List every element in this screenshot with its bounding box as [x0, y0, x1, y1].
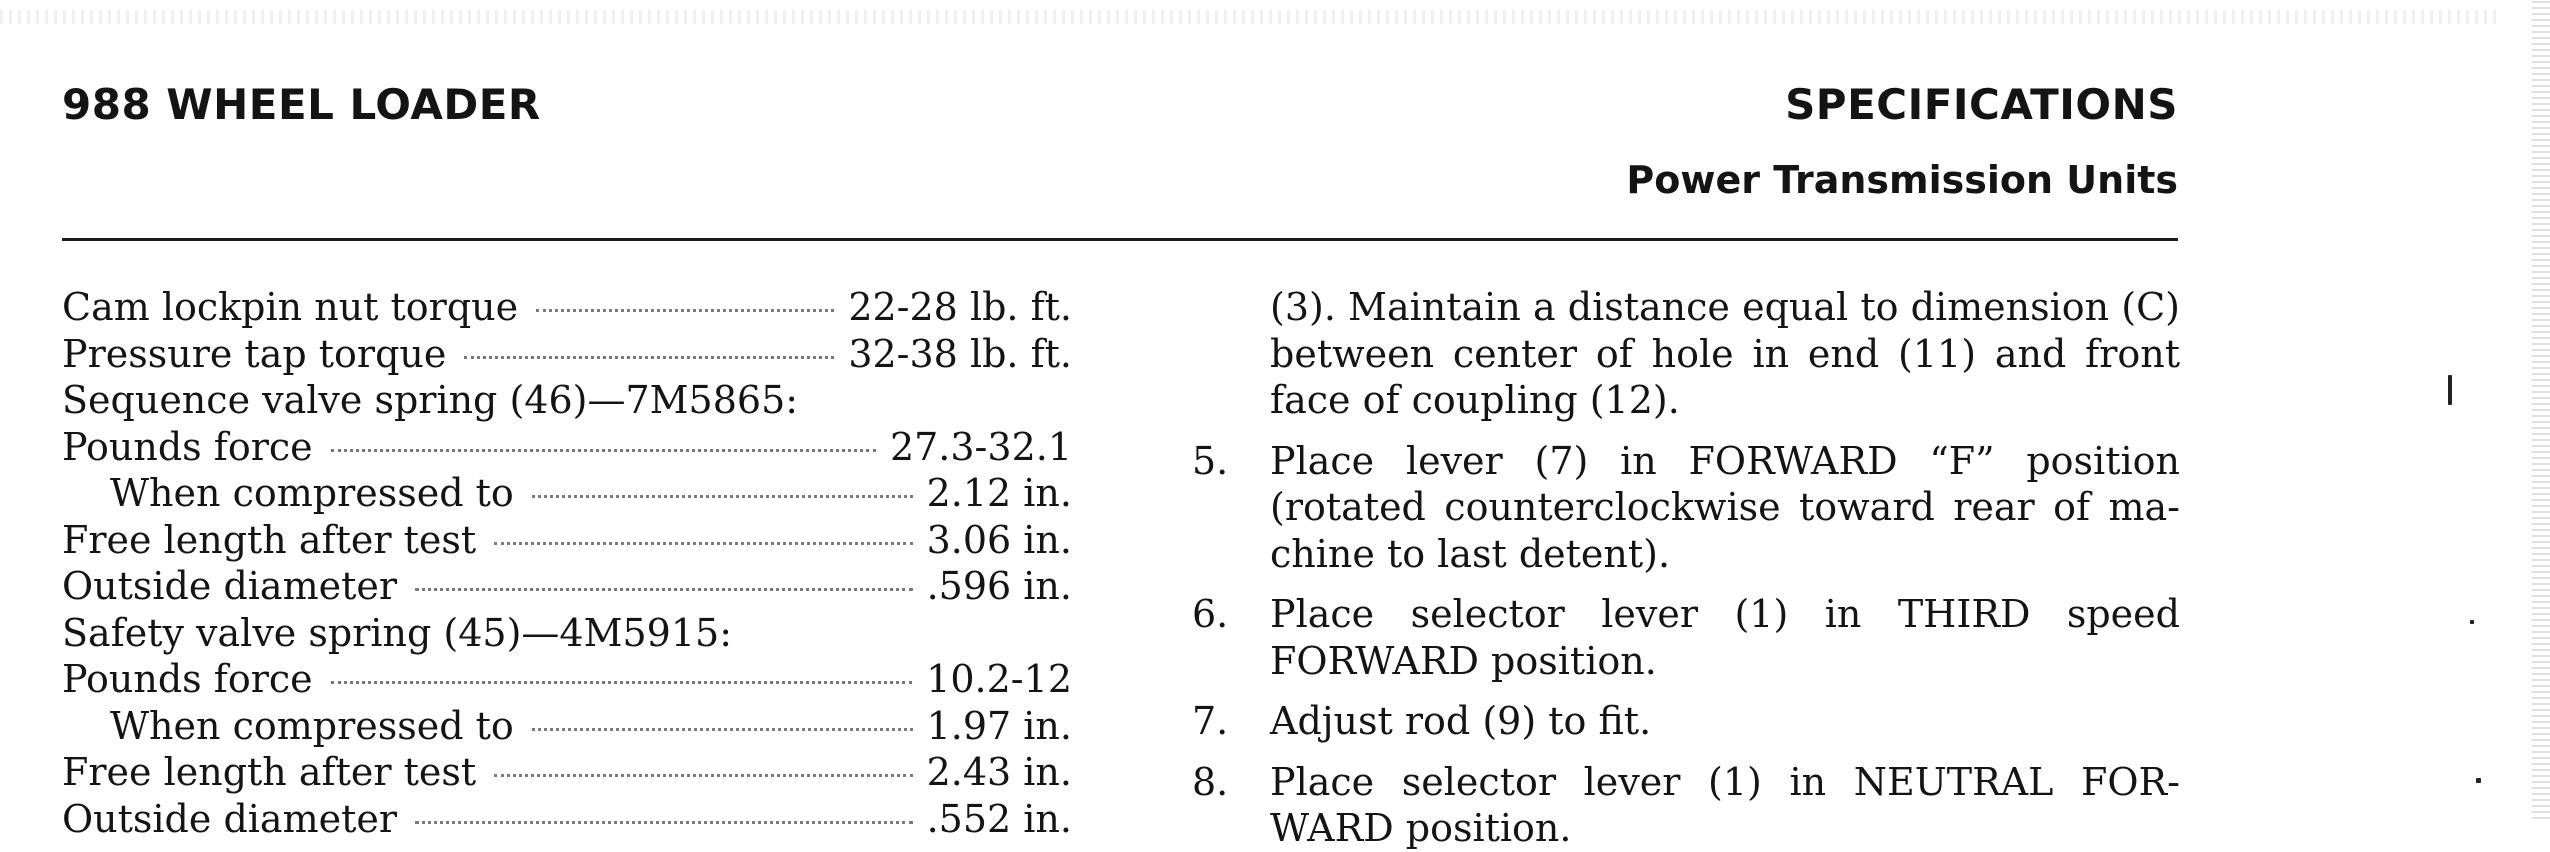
spec-list [62, 284, 1072, 842]
step-continuation: (3). Maintain a distance equal to dimension (C) between center of hole in end (11) and front face of coupling (12). [1270, 285, 2180, 422]
spec-label: Outside diameter [62, 564, 398, 608]
step-number: 7. [1192, 699, 1229, 743]
spec-row [62, 656, 1072, 703]
leader-dots [536, 309, 834, 312]
leader-dots [494, 774, 912, 777]
leader-dots [331, 681, 913, 684]
step-text: Place lever (7) in FORWARD “F” position (rotated counterclockwise toward rear of ma-chine to last detent). [1270, 438, 2180, 576]
procedure-step [1180, 591, 2180, 684]
scan-speck [2470, 620, 2474, 624]
spec-label: Pressure tap torque [62, 331, 447, 376]
procedure-step [1180, 698, 2180, 745]
spec-group-heading: Sequence valve spring (46)—7M5865: [62, 378, 799, 422]
spec-value: 3.06 in. [926, 517, 1072, 562]
step-text: Place selector lever (1) in NEUTRAL FOR-WARD position. [1270, 759, 2180, 850]
spec-label: Cam lockpin nut torque [62, 285, 519, 329]
spec-label: Pounds force [62, 657, 313, 701]
page-header-right: SPECIFICATIONS [1785, 80, 2178, 129]
spec-value: 27.3-32.1 [889, 424, 1072, 469]
scan-speck [2476, 778, 2481, 783]
spec-row [62, 331, 1072, 378]
leader-dots [532, 728, 913, 731]
spec-value: 2.43 in. [926, 750, 1072, 794]
spec-row [62, 517, 1072, 564]
spec-value: 1.97 in. [926, 703, 1072, 748]
page-header-left: 988 WHEEL LOADER [62, 80, 541, 129]
scan-noise-top [0, 10, 2500, 24]
spec-value: .552 in. [926, 796, 1072, 841]
spec-row [62, 284, 1072, 331]
spec-row [62, 470, 1072, 517]
spec-row [62, 424, 1072, 471]
spec-value: 10.2-12 [926, 657, 1072, 701]
spec-row [62, 749, 1072, 796]
scan-speck [2448, 375, 2452, 405]
spec-label: Free length after test [62, 750, 477, 794]
header-rule [62, 238, 2178, 241]
spec-label: Outside diameter [62, 796, 398, 841]
step-text: Adjust rod (9) to fit. [1270, 699, 1652, 743]
step-number: 8. [1192, 759, 1229, 804]
leader-dots [464, 356, 834, 359]
spec-row [62, 703, 1072, 750]
spec-label: When compressed to [110, 703, 514, 748]
scan-edge-right [2532, 0, 2550, 819]
spec-value: 22-28 lb. ft. [848, 285, 1072, 329]
spec-label: Pounds force [62, 424, 313, 469]
spec-value: .596 in. [926, 564, 1072, 608]
leader-dots [494, 542, 912, 545]
step-number: 6. [1192, 592, 1229, 636]
spec-label: When compressed to [110, 471, 514, 515]
procedure-steps [1180, 284, 2180, 852]
leader-dots [415, 588, 913, 591]
spec-label: Free length after test [62, 517, 477, 562]
section-subtitle: Power Transmission Units [1626, 158, 2178, 202]
leader-dots [331, 449, 876, 452]
procedure-step [1180, 759, 2180, 852]
spec-value: 32-38 lb. ft. [848, 331, 1072, 376]
step-number: 5. [1192, 438, 1229, 483]
spec-row [62, 563, 1072, 610]
leader-dots [415, 821, 913, 824]
spec-value: 2.12 in. [926, 471, 1072, 515]
leader-dots [532, 495, 913, 498]
spec-group-heading: Safety valve spring (45)—4M5915: [62, 610, 732, 655]
step-text: Place selector lever (1) in THIRD speed FORWARD position. [1270, 592, 2180, 683]
procedure-step [1180, 438, 2180, 578]
